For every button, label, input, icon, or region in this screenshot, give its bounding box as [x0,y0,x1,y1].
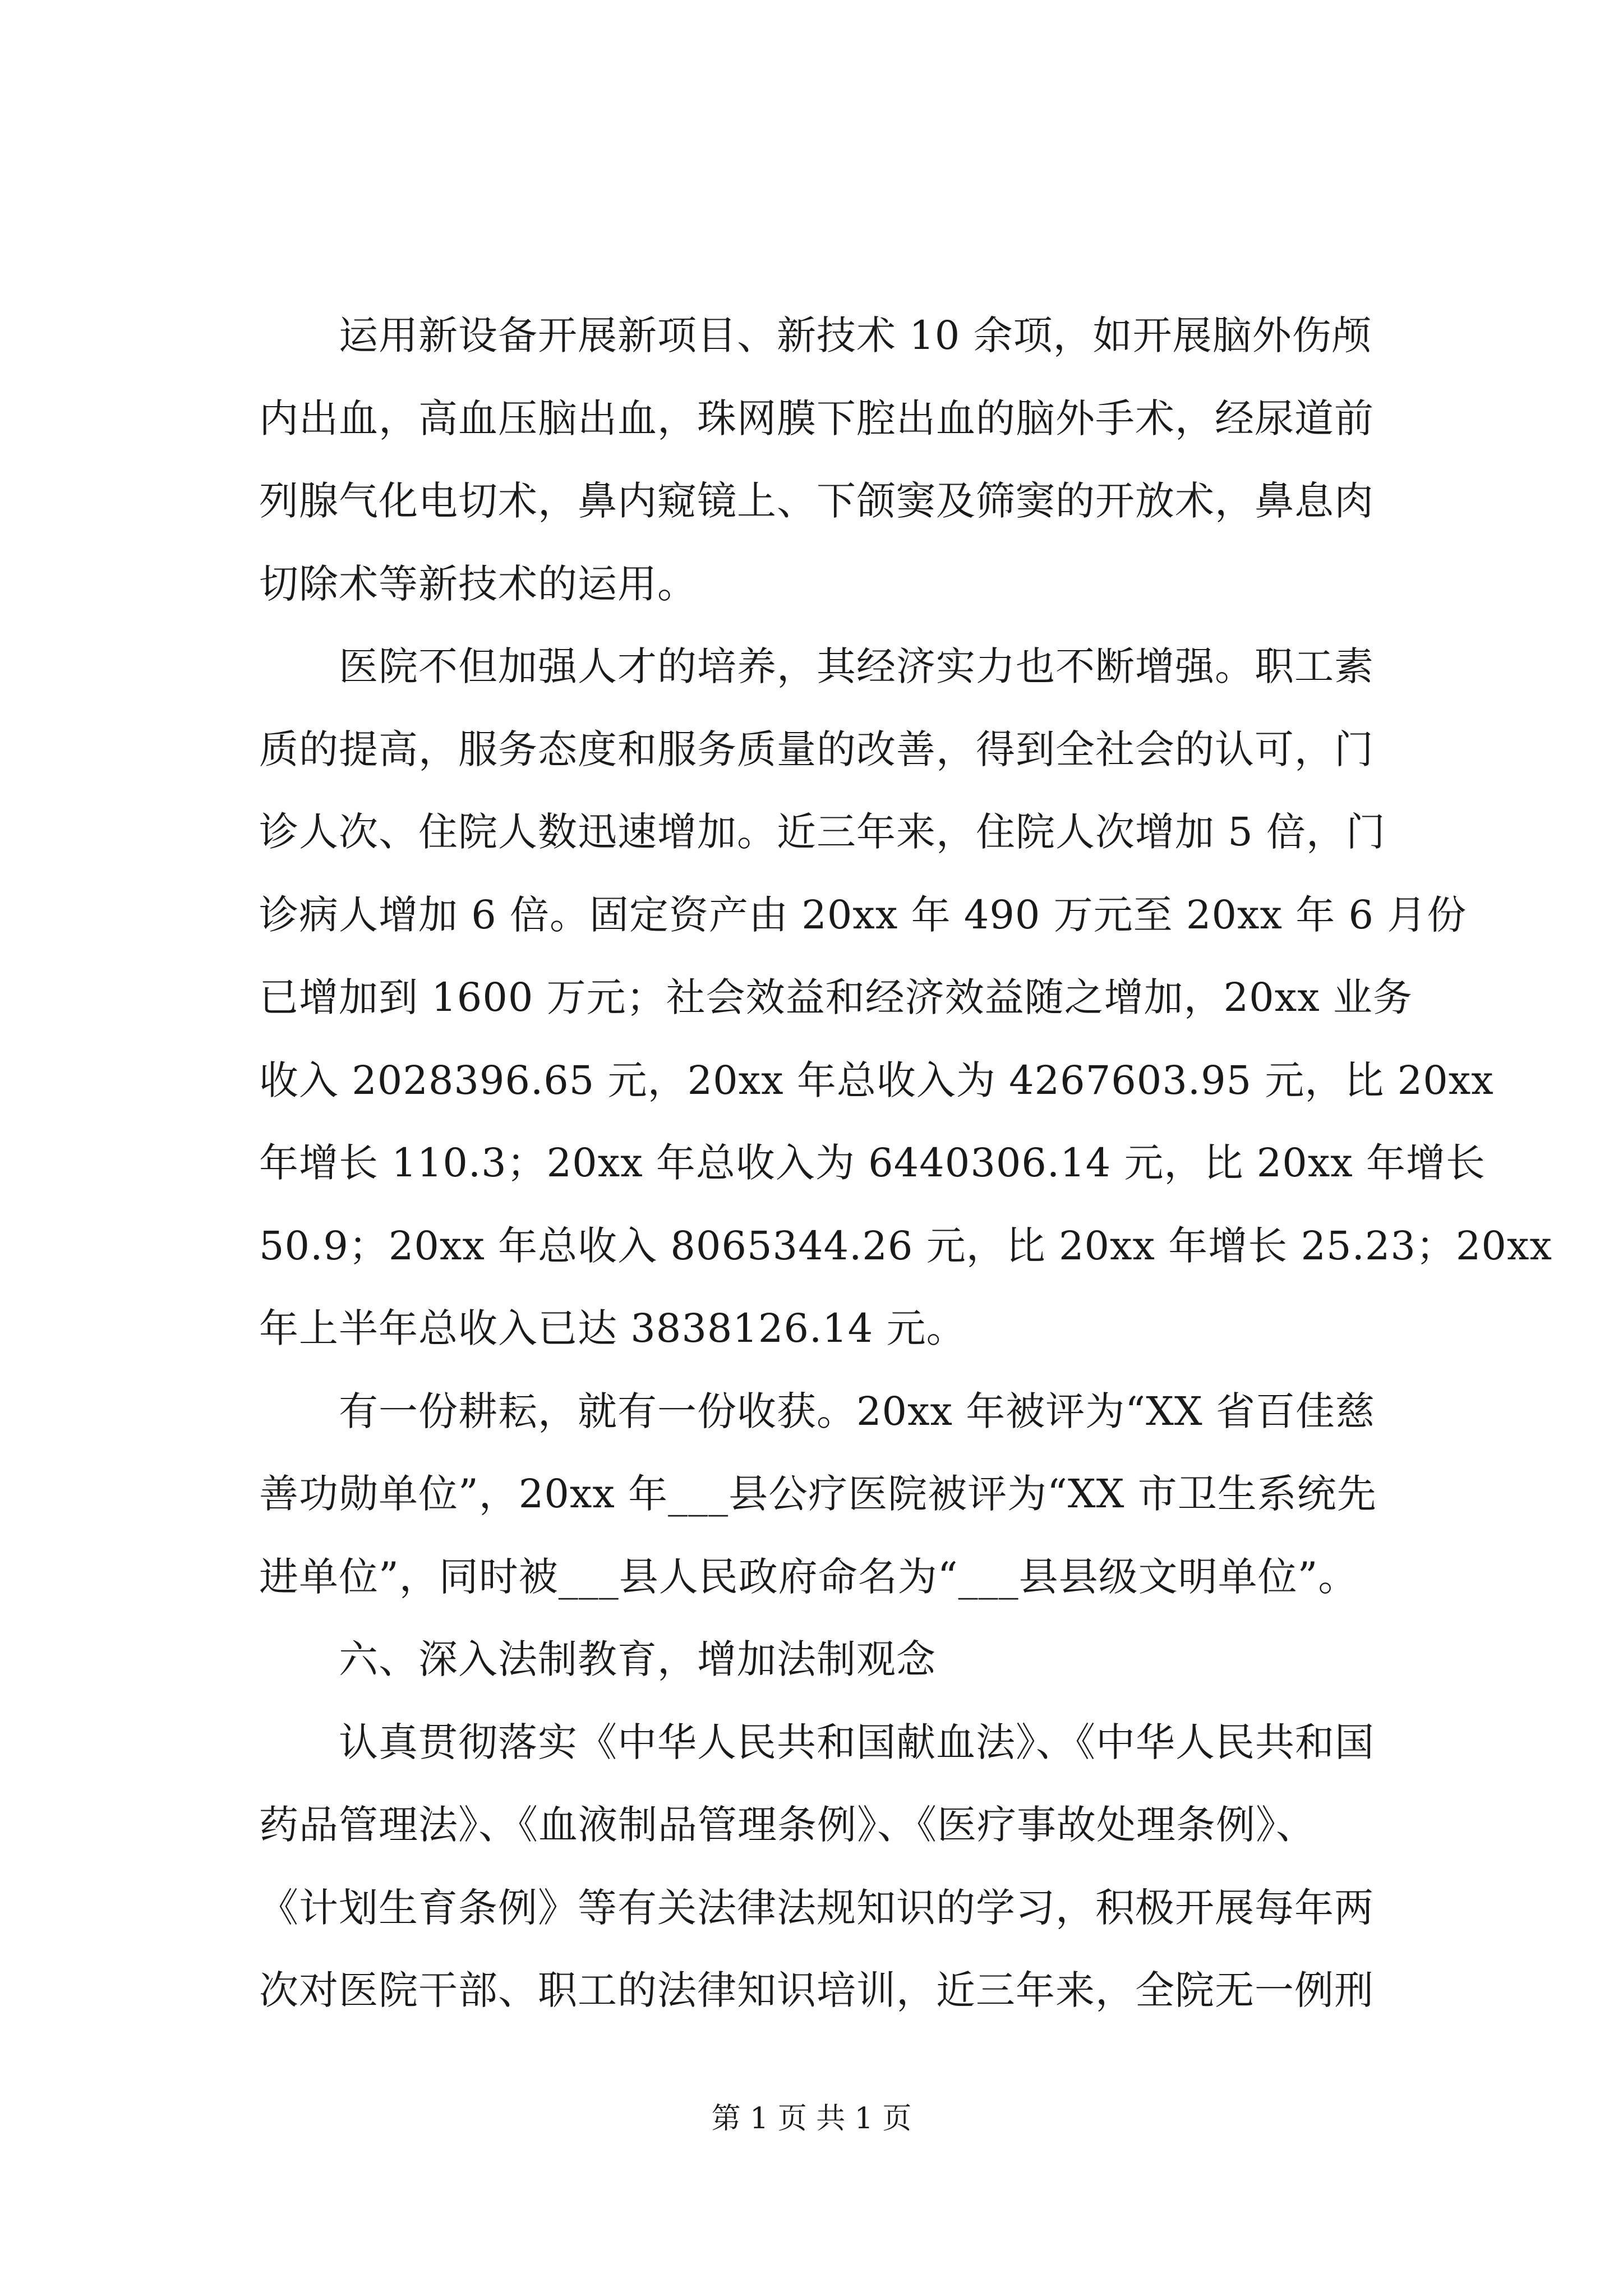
paragraph-legal-study [259,1701,1409,2032]
text-line: 诊人次、住院人数迅速增加。近三年来，住院人次增加 5 倍，门 [259,809,1386,855]
text-line: 次对医院干部、职工的法律知识培训，近三年来，全院无一例刑 [259,1967,1374,2013]
text-line: 年增长 110.3；20xx 年总收入为 6440306.14 元，比 20xx 年增长 [259,1140,1486,1186]
text-line: 有一份耕耘，就有一份收获。20xx 年被评为“XX 省百佳慈 [339,1388,1375,1434]
text-line: 质的提高，服务态度和服务质量的改善，得到全社会的认可，门 [259,726,1374,772]
text-line: 进单位”，同时被___县人民政府命名为“___县县级文明单位”。 [259,1553,1358,1600]
paragraph-honors [259,1370,1409,1619]
text-line: 内出血，高血压脑出血，珠网膜下腔出血的脑外手术，经尿道前 [259,395,1374,441]
text-line: 年上半年总收入已达 3838126.14 元。 [259,1305,966,1351]
text-line: 医院不但加强人才的培养，其经济实力也不断增强。职工素 [339,643,1374,689]
text-line: 运用新设备开展新项目、新技术 10 余项，如开展脑外伤颅 [339,312,1372,358]
page-footer: 第 1 页 共 1 页 [711,2102,912,2136]
paragraph-economic-strength [259,625,1552,1370]
text-line: 收入 2028396.65 元，20xx 年总收入为 4267603.95 元，比 20xx [259,1057,1494,1103]
paragraph-new-technology [259,295,1409,625]
text-line: 《计划生育条例》等有关法律法规知识的学习，积极开展每年两 [259,1884,1374,1931]
text-line: 列腺气化电切术，鼻内窥镜上、下颌窦及筛窦的开放术，鼻息肉 [259,478,1374,524]
text-line: 药品管理法》、《血液制品管理条例》、《医疗事故处理条例》、 [259,1802,1316,1848]
text-line: 切除术等新技术的运用。 [259,560,697,607]
section-heading: 六、深入法制教育，增加法制观念 [339,1636,936,1682]
section-heading-legal-education [259,1618,1409,1701]
document-body [259,295,1552,2032]
text-line: 善功勋单位”，20xx 年___县公疗医院被评为“XX 市卫生系统先 [259,1471,1377,1517]
text-line: 已增加到 1600 万元；社会效益和经济效益随之增加，20xx 业务 [259,974,1413,1020]
text-line: 认真贯彻落实《中华人民共和国献血法》、《中华人民共和国 [339,1719,1375,1765]
text-line: 50.9；20xx 年总收入 8065344.26 元，比 20xx 年增长 25.23；20xx [259,1222,1552,1269]
text-line: 诊病人增加 6 倍。固定资产由 20xx 年 490 万元至 20xx 年 6 月份 [259,891,1467,938]
